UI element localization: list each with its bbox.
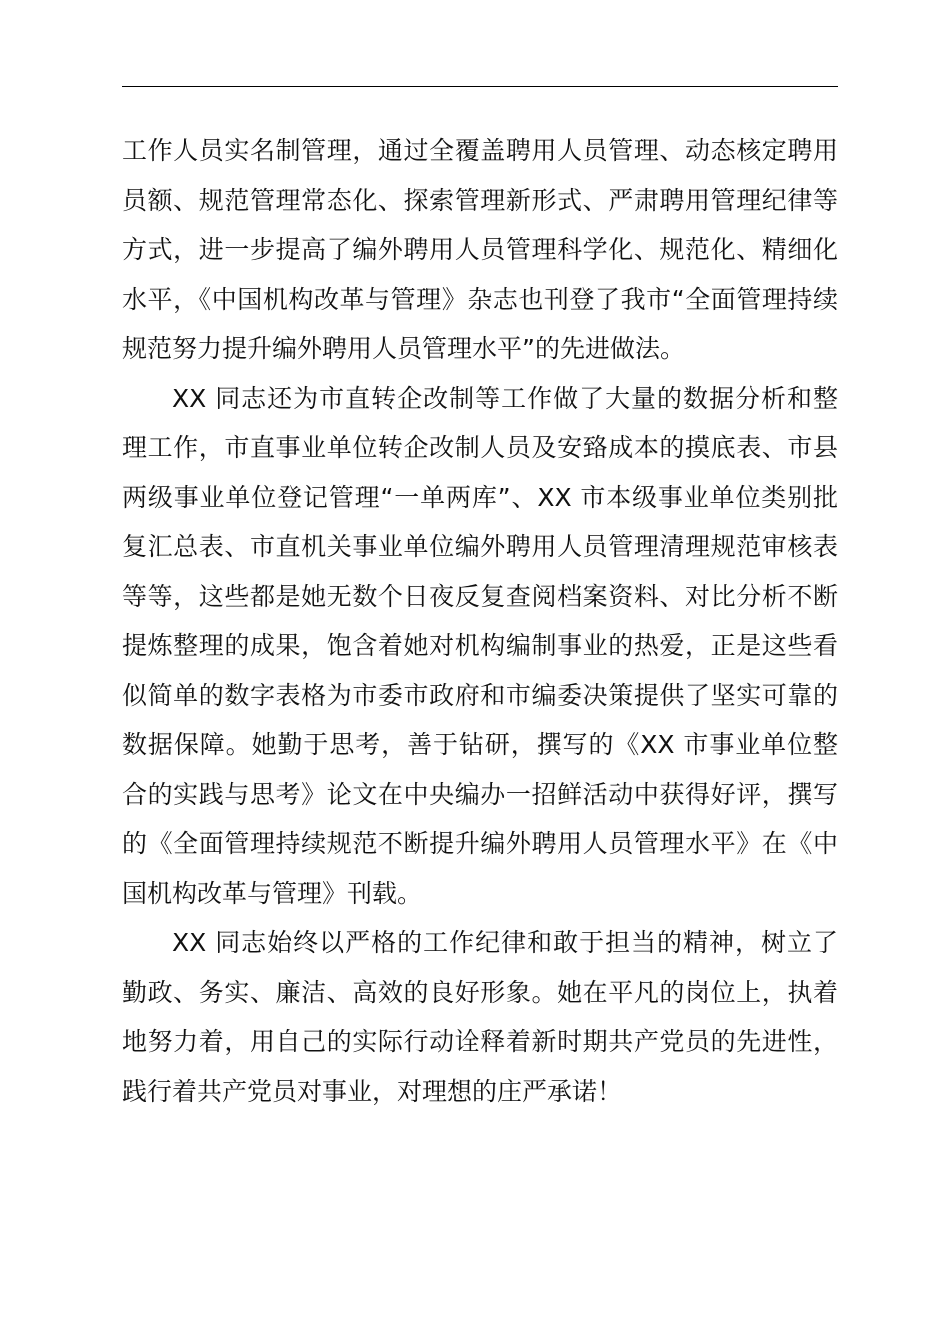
header-divider — [122, 86, 838, 87]
document-body — [122, 126, 838, 1116]
paragraph-conclusion: XX 同志始终以严格的工作纪律和敢于担当的精神，树立了勤政、务实、廉洁、高效的良好形象。她在平凡的岗位上，执着地努力着，用自己的实际行动诠释着新时期共产党员的先进性，践行着共产党员对事业，对理想的庄严承诺！ — [122, 928, 838, 1106]
paragraph-continuation: 工作人员实名制管理，通过全覆盖聘用人员管理、动态核定聘用员额、规范管理常态化、探索管理新形式、严肃聘用管理纪律等方式，进一步提高了编外聘用人员管理科学化、规范化、精细化水平，《中国机构改革与管理》杂志也刊登了我市“全面管理持续规范努力提升编外聘用人员管理水平”的先进做法。 — [122, 136, 838, 363]
paragraph-data-work: XX 同志还为市直转企改制等工作做了大量的数据分析和整理工作，市直事业单位转企改制人员及安臵成本的摸底表、市县两级事业单位登记管理“一单两库”、XX 市本级事业单位类别批复汇总表、市直机关事业单位编外聘用人员管理清理规范审核表等等，这些都是她无数个日夜反复查阅档案资料、对比分析不断提炼整理的成果，饱含着她对机构编制事业的热爱，正是这些看似简单的数字表格为市委市政府和市编委决策提供了坚实可靠的数据保障。她勤于思考，善于钻研，撰写的《XX 市事业单位整合的实践与思考》论文在中央编办一招鲜活动中获得好评，撰写的《全面管理持续规范不断提升编外聘用人员管理水平》在《中国机构改革与管理》刊载。 — [122, 383, 838, 908]
